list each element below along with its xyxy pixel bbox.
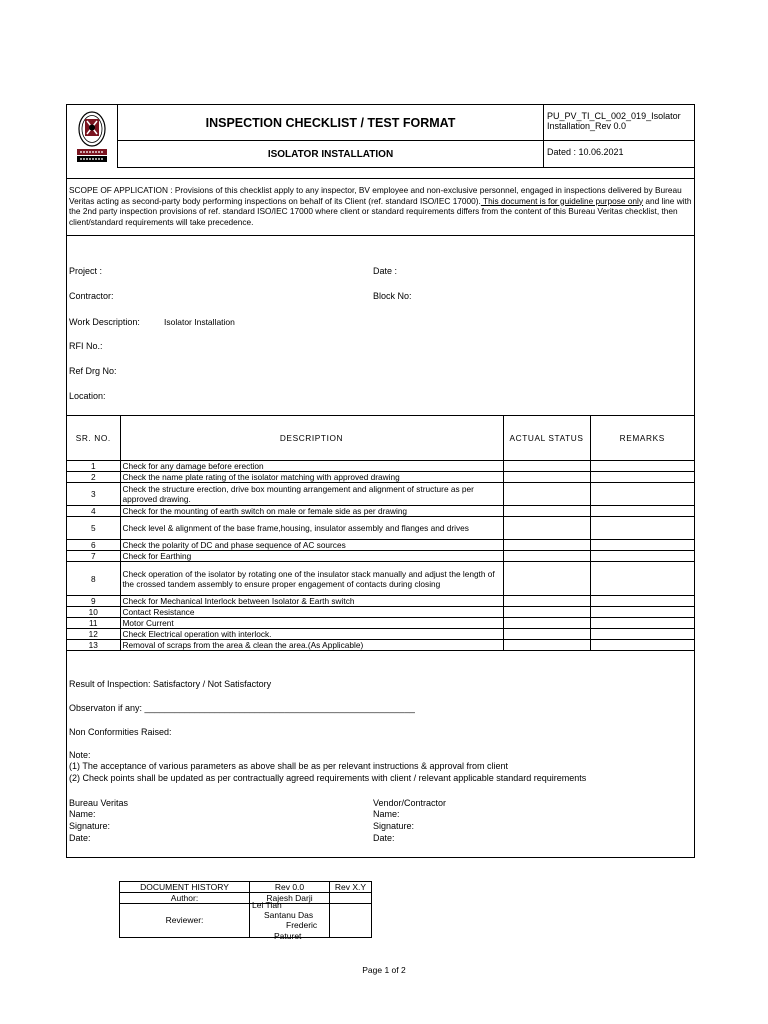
form-title: INSPECTION CHECKLIST / TEST FORMAT: [205, 116, 456, 130]
table-row: [67, 506, 694, 517]
row-description: Removal of scraps from the area & clean the area.(As Applicable): [120, 640, 503, 651]
table-row: [67, 483, 694, 506]
row-actual-status[interactable]: [503, 540, 590, 551]
table-row: [67, 461, 694, 472]
row-number: 8: [67, 562, 120, 596]
row-description: Check the polarity of DC and phase sequence of AC sources: [120, 540, 503, 551]
row-number: 4: [67, 506, 120, 517]
bv-signoff-label: Bureau Veritas: [69, 798, 129, 808]
scope-guideline-text: This document is for guideline purpose only: [480, 195, 644, 206]
table-row: [67, 540, 694, 551]
row-number: 13: [67, 640, 120, 651]
reviewer-2: Santanu Das: [264, 910, 314, 920]
scope-divider: [67, 235, 694, 236]
table-row: [67, 618, 694, 629]
block-no-label: Block No:: [373, 291, 412, 301]
document-history-table: [119, 881, 372, 941]
note-2: (2) Check points shall be updated as per contractually agreed requirements with client / relevant applicable standard requirements: [69, 773, 587, 783]
history-author-label: Author:: [120, 893, 250, 904]
work-description-value: Isolator Installation: [164, 317, 235, 327]
table-row: [67, 629, 694, 640]
row-remarks[interactable]: [590, 506, 694, 517]
work-description-label: Work Description:: [69, 317, 140, 327]
row-actual-status[interactable]: [503, 640, 590, 651]
history-rev0: Rev 0.0: [250, 882, 330, 893]
table-row: [67, 607, 694, 618]
history-reviewer-value: [250, 900, 330, 941]
table-row: [67, 640, 694, 651]
row-actual-status[interactable]: [503, 618, 590, 629]
row-number: 3: [67, 483, 120, 506]
bv-signature-field[interactable]: Signature:: [69, 821, 111, 831]
date-label: Date :: [373, 266, 398, 276]
table-row: [67, 551, 694, 562]
row-number: 1: [67, 461, 120, 472]
contractor-label: Contractor:: [69, 291, 114, 301]
row-actual-status[interactable]: [503, 596, 590, 607]
reviewer-1: Lei Tian: [252, 900, 282, 910]
reviewer-3: Frederic: [286, 920, 318, 930]
row-actual-status[interactable]: [503, 607, 590, 618]
col-sr-no: SR. NO.: [67, 416, 120, 461]
project-label: Project :: [69, 266, 103, 276]
row-description: Check for any damage before erection: [120, 461, 503, 472]
header-spacer-row: [67, 168, 694, 179]
rfi-no-label: RFI No.:: [69, 341, 103, 351]
history-revx: Rev X.Y: [330, 882, 372, 893]
history-reviewer-row: [120, 904, 372, 938]
row-number: 6: [67, 540, 120, 551]
note-1: (1) The acceptance of various parameters as above shall be as per relevant instructions & approval from client: [69, 761, 509, 771]
row-description: Check level & alignment of the base frame,housing, insulator assembly and flanges and drives: [120, 517, 503, 540]
row-number: 2: [67, 472, 120, 483]
row-actual-status[interactable]: [503, 472, 590, 483]
history-header-row: [120, 882, 372, 893]
vendor-name-field[interactable]: Name:: [373, 809, 400, 819]
bv-date-field[interactable]: Date:: [69, 833, 91, 843]
row-remarks[interactable]: [590, 596, 694, 607]
row-number: 12: [67, 629, 120, 640]
row-number: 5: [67, 517, 120, 540]
note-title: Note:: [69, 750, 91, 760]
row-actual-status[interactable]: [503, 551, 590, 562]
table-header-row: [67, 416, 694, 461]
row-remarks[interactable]: [590, 540, 694, 551]
row-actual-status[interactable]: [503, 461, 590, 472]
table-row: [67, 562, 694, 596]
bv-seal-icon: [73, 109, 111, 164]
row-remarks[interactable]: [590, 562, 694, 596]
row-description: Contact Resistance: [120, 607, 503, 618]
row-remarks[interactable]: [590, 618, 694, 629]
ref-drg-no-label: Ref Drg No:: [69, 366, 117, 376]
history-reviewer-label: Reviewer:: [120, 904, 250, 938]
row-remarks[interactable]: [590, 607, 694, 618]
row-actual-status[interactable]: [503, 517, 590, 540]
history-author-value: Rajesh Darji: [250, 893, 330, 904]
non-conformities-label: Non Conformities Raised:: [69, 727, 172, 737]
history-author-row: [120, 893, 372, 904]
row-description: Check Electrical operation with interlock.: [120, 629, 503, 640]
checklist-table: [67, 415, 694, 651]
vendor-date-field[interactable]: Date:: [373, 833, 395, 843]
row-description: Motor Current: [120, 618, 503, 629]
row-remarks[interactable]: [590, 461, 694, 472]
bureau-veritas-logo: [67, 105, 118, 168]
row-actual-status[interactable]: [503, 483, 590, 506]
row-description: Check for Earthing: [120, 551, 503, 562]
location-label: Location:: [69, 391, 106, 401]
row-number: 7: [67, 551, 120, 562]
row-remarks[interactable]: [590, 629, 694, 640]
checklist-form: [66, 104, 695, 858]
row-actual-status[interactable]: [503, 629, 590, 640]
row-remarks[interactable]: [590, 472, 694, 483]
table-row: [67, 517, 694, 540]
col-actual-status: ACTUAL STATUS: [503, 416, 590, 461]
row-actual-status[interactable]: [503, 506, 590, 517]
row-remarks[interactable]: [590, 551, 694, 562]
row-description: Check the structure erection, drive box mounting arrangement and alignment of structure as per approved drawing.: [120, 483, 503, 506]
table-row: [67, 596, 694, 607]
page-number: Page 1 of 2: [362, 965, 406, 975]
row-description: Check the name plate rating of the isolator matching with approved drawing: [120, 472, 503, 483]
vendor-signoff-label: Vendor/Contractor: [373, 798, 447, 808]
history-author-revx: [330, 893, 372, 904]
col-description: DESCRIPTION: [120, 416, 503, 461]
document-date: Dated : 10.06.2021: [547, 147, 624, 157]
table-row: [67, 472, 694, 483]
scope-text-end: and line with the 2nd party inspection provisions of ref. standard ISO/IEC 17000 where client or standard requirements differs from the content of this Bureau Veritas checklist, then client/standard requirements will take precedence.: [69, 195, 692, 227]
result-of-inspection: Result of Inspection: Satisfactory / Not Satisfactory: [69, 679, 272, 689]
observation-field[interactable]: Observaton if any: ______________________________________________________: [69, 703, 415, 713]
scope-text: SCOPE OF APPLICATION : Provisions of this checklist apply to any inspector, BV employee and non-exclusive personnel, engaged in inspections delivered by Bureau Veritas acting as second-party body performing inspections on behalf of its Client (ref. standard ISO/IEC 17000).: [69, 185, 682, 206]
row-description: Check for the mounting of earth switch on male or female side as per drawing: [120, 506, 503, 517]
history-title: DOCUMENT HISTORY: [120, 882, 250, 893]
row-remarks[interactable]: [590, 517, 694, 540]
row-description: Check for Mechanical Interlock between Isolator & Earth switch: [120, 596, 503, 607]
form-subtitle: ISOLATOR INSTALLATION: [267, 149, 394, 160]
row-remarks[interactable]: [590, 483, 694, 506]
row-remarks[interactable]: [590, 640, 694, 651]
bv-name-field[interactable]: Name:: [69, 809, 96, 819]
row-description: Check operation of the isolator by rotating one of the insulator stack manually and adjust the length of the crossed tandem assembly to ensure proper engagement of contacts during closing: [120, 562, 503, 596]
reviewer-4: Paturet: [274, 931, 302, 941]
row-number: 10: [67, 607, 120, 618]
row-number: 11: [67, 618, 120, 629]
history-reviewer-revx: [330, 904, 372, 938]
vendor-signature-field[interactable]: Signature:: [373, 821, 415, 831]
document-reference: PU_PV_TI_CL_002_019_Isolator Installation_Rev 0.0: [547, 111, 681, 131]
row-number: 9: [67, 596, 120, 607]
scope-of-application: [69, 185, 692, 227]
row-actual-status[interactable]: [503, 562, 590, 596]
col-remarks: REMARKS: [590, 416, 694, 461]
header-divider: [543, 105, 544, 168]
